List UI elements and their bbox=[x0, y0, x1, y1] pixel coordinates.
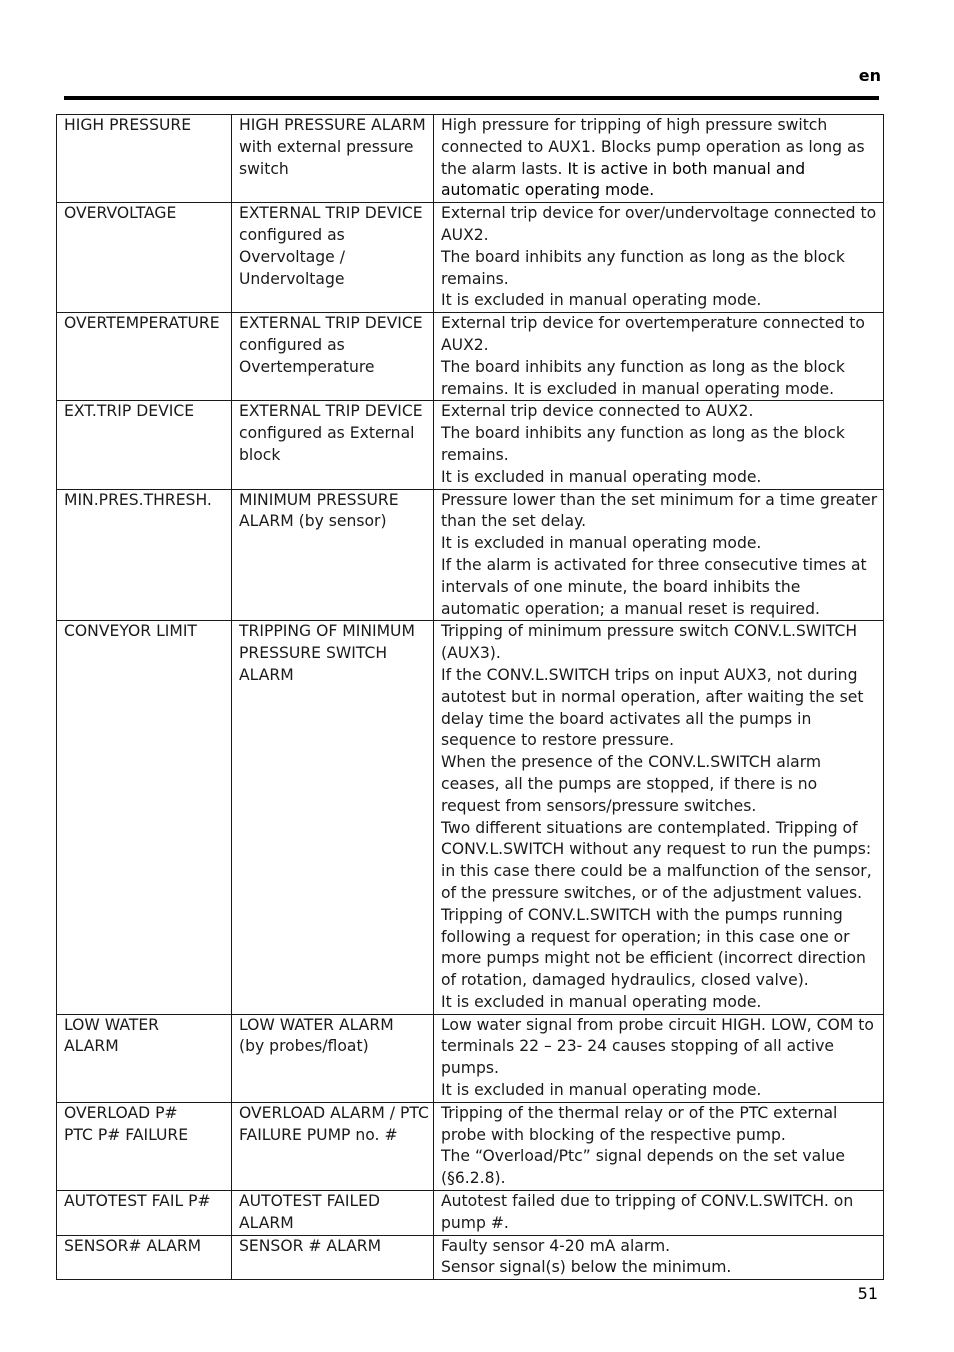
alarm-description-cell bbox=[434, 313, 884, 401]
alarm-name-line: TRIPPING OF MINIMUM PRESSURE SWITCH ALARM bbox=[239, 622, 415, 684]
alarm-description-cell bbox=[434, 1235, 884, 1280]
alarm-code-line: PTC P# FAILURE bbox=[64, 1125, 189, 1144]
alarm-description-line: It is excluded in manual operating mode. bbox=[441, 534, 762, 553]
alarm-description-line: High pressure for tripping of high pressure switch connected to AUX1. Blocks pump operation as long as the alarm lasts. bbox=[441, 116, 865, 178]
alarm-description-cell bbox=[434, 1014, 884, 1102]
alarm-name-cell bbox=[232, 1102, 434, 1190]
alarm-code-line: MIN.PRES.THRESH. bbox=[64, 490, 212, 509]
alarm-name-cell bbox=[232, 1191, 434, 1236]
alarm-description-cell bbox=[434, 489, 884, 621]
alarm-description-line: It is excluded in manual operating mode. bbox=[441, 467, 762, 486]
alarm-name-line: EXTERNAL TRIP DEVICE configured as Overtemperature bbox=[239, 314, 423, 376]
alarm-code-cell bbox=[57, 401, 232, 489]
alarm-name-cell bbox=[232, 489, 434, 621]
alarm-name-line: LOW WATER ALARM bbox=[239, 1015, 394, 1034]
alarm-code-line: SENSOR# ALARM bbox=[64, 1236, 202, 1255]
header-rule bbox=[64, 96, 879, 100]
alarm-name-cell bbox=[232, 203, 434, 313]
alarm-description-line: External trip device connected to AUX2. bbox=[441, 402, 754, 421]
table-row bbox=[57, 1102, 884, 1190]
alarm-code-cell bbox=[57, 1014, 232, 1102]
alarm-code-cell bbox=[57, 203, 232, 313]
alarm-code-line: EXT.TRIP DEVICE bbox=[64, 402, 195, 421]
alarm-description-line: Low water signal from probe circuit HIGH. LOW, COM to terminals 22 – 23- 24 causes stopping of all active pumps. bbox=[441, 1015, 874, 1078]
alarm-code-line: OVERTEMPERATURE bbox=[64, 314, 220, 333]
alarm-description-line: Sensor signal(s) below the minimum. bbox=[441, 1258, 732, 1277]
alarm-name-cell bbox=[232, 621, 434, 1014]
alarm-description-cell bbox=[434, 621, 884, 1014]
alarm-description-line: Tripping of minimum pressure switch CONV.L.SWITCH (AUX3). bbox=[441, 622, 858, 663]
table-row bbox=[57, 489, 884, 621]
language-code: en bbox=[858, 66, 881, 85]
alarm-name-cell bbox=[232, 1235, 434, 1280]
alarm-code-cell bbox=[57, 115, 232, 203]
alarm-code-line: ALARM bbox=[64, 1037, 119, 1056]
alarm-description-line: The “Overload/Ptc” signal depends on the set value (§6.2.8). bbox=[441, 1147, 845, 1188]
alarm-description-line: It is excluded in manual operating mode. bbox=[441, 992, 762, 1011]
table-row bbox=[57, 621, 884, 1014]
alarm-description-line: If the CONV.L.SWITCH trips on input AUX3, not during autotest but in normal operation, after waiting the set delay time the board activates all the pumps in sequence to restore pressure. bbox=[441, 665, 864, 750]
alarm-description-cell bbox=[434, 1102, 884, 1190]
page-number: 51 bbox=[857, 1284, 878, 1303]
alarm-description-cell bbox=[434, 401, 884, 489]
table-row bbox=[57, 1191, 884, 1236]
alarm-name-cell bbox=[232, 313, 434, 401]
alarm-name-line: OVERLOAD ALARM / PTC FAILURE PUMP no. # bbox=[239, 1103, 429, 1144]
alarm-code-line: CONVEYOR LIMIT bbox=[64, 622, 197, 641]
alarm-name-line: SENSOR # ALARM bbox=[239, 1236, 382, 1255]
alarm-description-line: The board inhibits any function as long as the block remains. It is excluded in manual operating mode. bbox=[441, 357, 845, 398]
alarm-description-line: The board inhibits any function as long as the block remains. bbox=[441, 247, 845, 288]
alarm-description-line: Tripping of the thermal relay or of the PTC external probe with blocking of the respective pump. bbox=[441, 1103, 838, 1144]
alarm-description-line: External trip device for overtemperature connected to AUX2. bbox=[441, 314, 865, 354]
alarm-name-line: (by probes/float) bbox=[239, 1037, 369, 1056]
alarm-description-cell bbox=[434, 203, 884, 313]
alarm-name-line: MINIMUM PRESSURE ALARM (by sensor) bbox=[239, 490, 399, 531]
alarm-code-cell bbox=[57, 1191, 232, 1236]
alarm-code-cell bbox=[57, 489, 232, 621]
alarm-description-line: The board inhibits any function as long as the block remains. bbox=[441, 424, 845, 464]
table-row bbox=[57, 203, 884, 313]
alarm-description-cell bbox=[434, 115, 884, 203]
alarm-code-line: LOW WATER bbox=[64, 1015, 160, 1034]
alarm-code-cell bbox=[57, 621, 232, 1014]
alarm-name-cell bbox=[232, 401, 434, 489]
table-row bbox=[57, 1014, 884, 1102]
table-row bbox=[57, 1235, 884, 1280]
alarm-description-line: Two different situations are contemplated. Tripping of CONV.L.SWITCH without any request to run the pumps: in this case there could be a malfunction of the sensor, of the pressure switches, or of the adjustment values. bbox=[441, 818, 872, 902]
alarm-table bbox=[56, 114, 884, 1280]
alarm-name-cell bbox=[232, 115, 434, 203]
alarm-description-line: External trip device for over/undervoltage connected to AUX2. bbox=[441, 204, 877, 244]
alarm-description-cell bbox=[434, 1191, 884, 1236]
alarm-code-line: AUTOTEST FAIL P# bbox=[64, 1192, 211, 1211]
alarm-name-cell bbox=[232, 1014, 434, 1102]
alarm-description-line: Tripping of CONV.L.SWITCH with the pumps running following a request for operation; in this case one or more pumps might not be efficient (incorrect direction of rotation, damaged hydraulics, closed valve). bbox=[441, 905, 866, 990]
alarm-description-line: Faulty sensor 4-20 mA alarm. bbox=[441, 1236, 671, 1255]
table-row bbox=[57, 313, 884, 401]
alarm-code-line: HIGH PRESSURE bbox=[64, 116, 192, 134]
alarm-description-line: Pressure lower than the set minimum for a time greater than the set delay. bbox=[441, 490, 878, 531]
alarm-description-line: It is excluded in manual operating mode. bbox=[441, 291, 762, 310]
alarm-name-line: EXTERNAL TRIP DEVICE configured as Overvoltage / Undervoltage bbox=[239, 204, 423, 288]
alarm-description-line: It is excluded in manual operating mode. bbox=[441, 1081, 762, 1100]
alarm-description-line: Autotest failed due to tripping of CONV.L.SWITCH. on pump #. bbox=[441, 1192, 854, 1232]
alarm-name-line: EXTERNAL TRIP DEVICE configured as External block bbox=[239, 402, 423, 464]
alarm-emphasis-text: It is active in both manual and automatic operating mode. bbox=[441, 159, 806, 200]
alarm-table-body bbox=[57, 115, 884, 1280]
table-row bbox=[57, 401, 884, 489]
alarm-code-cell bbox=[57, 313, 232, 401]
alarm-code-line: OVERLOAD P# bbox=[64, 1103, 178, 1122]
alarm-name-line: HIGH PRESSURE ALARM with external pressure switch bbox=[239, 116, 426, 178]
alarm-code-cell bbox=[57, 1102, 232, 1190]
alarm-name-line: AUTOTEST FAILED ALARM bbox=[239, 1192, 380, 1232]
table-row bbox=[57, 115, 884, 203]
alarm-description-line: If the alarm is activated for three consecutive times at intervals of one minute, the board inhibits the automatic operation; a manual reset is required. bbox=[441, 555, 867, 618]
alarm-description-line: When the presence of the CONV.L.SWITCH alarm ceases, all the pumps are stopped, if there is no request from sensors/pressure switches. bbox=[441, 753, 822, 815]
alarm-code-cell bbox=[57, 1235, 232, 1280]
alarm-code-line: OVERVOLTAGE bbox=[64, 204, 177, 223]
